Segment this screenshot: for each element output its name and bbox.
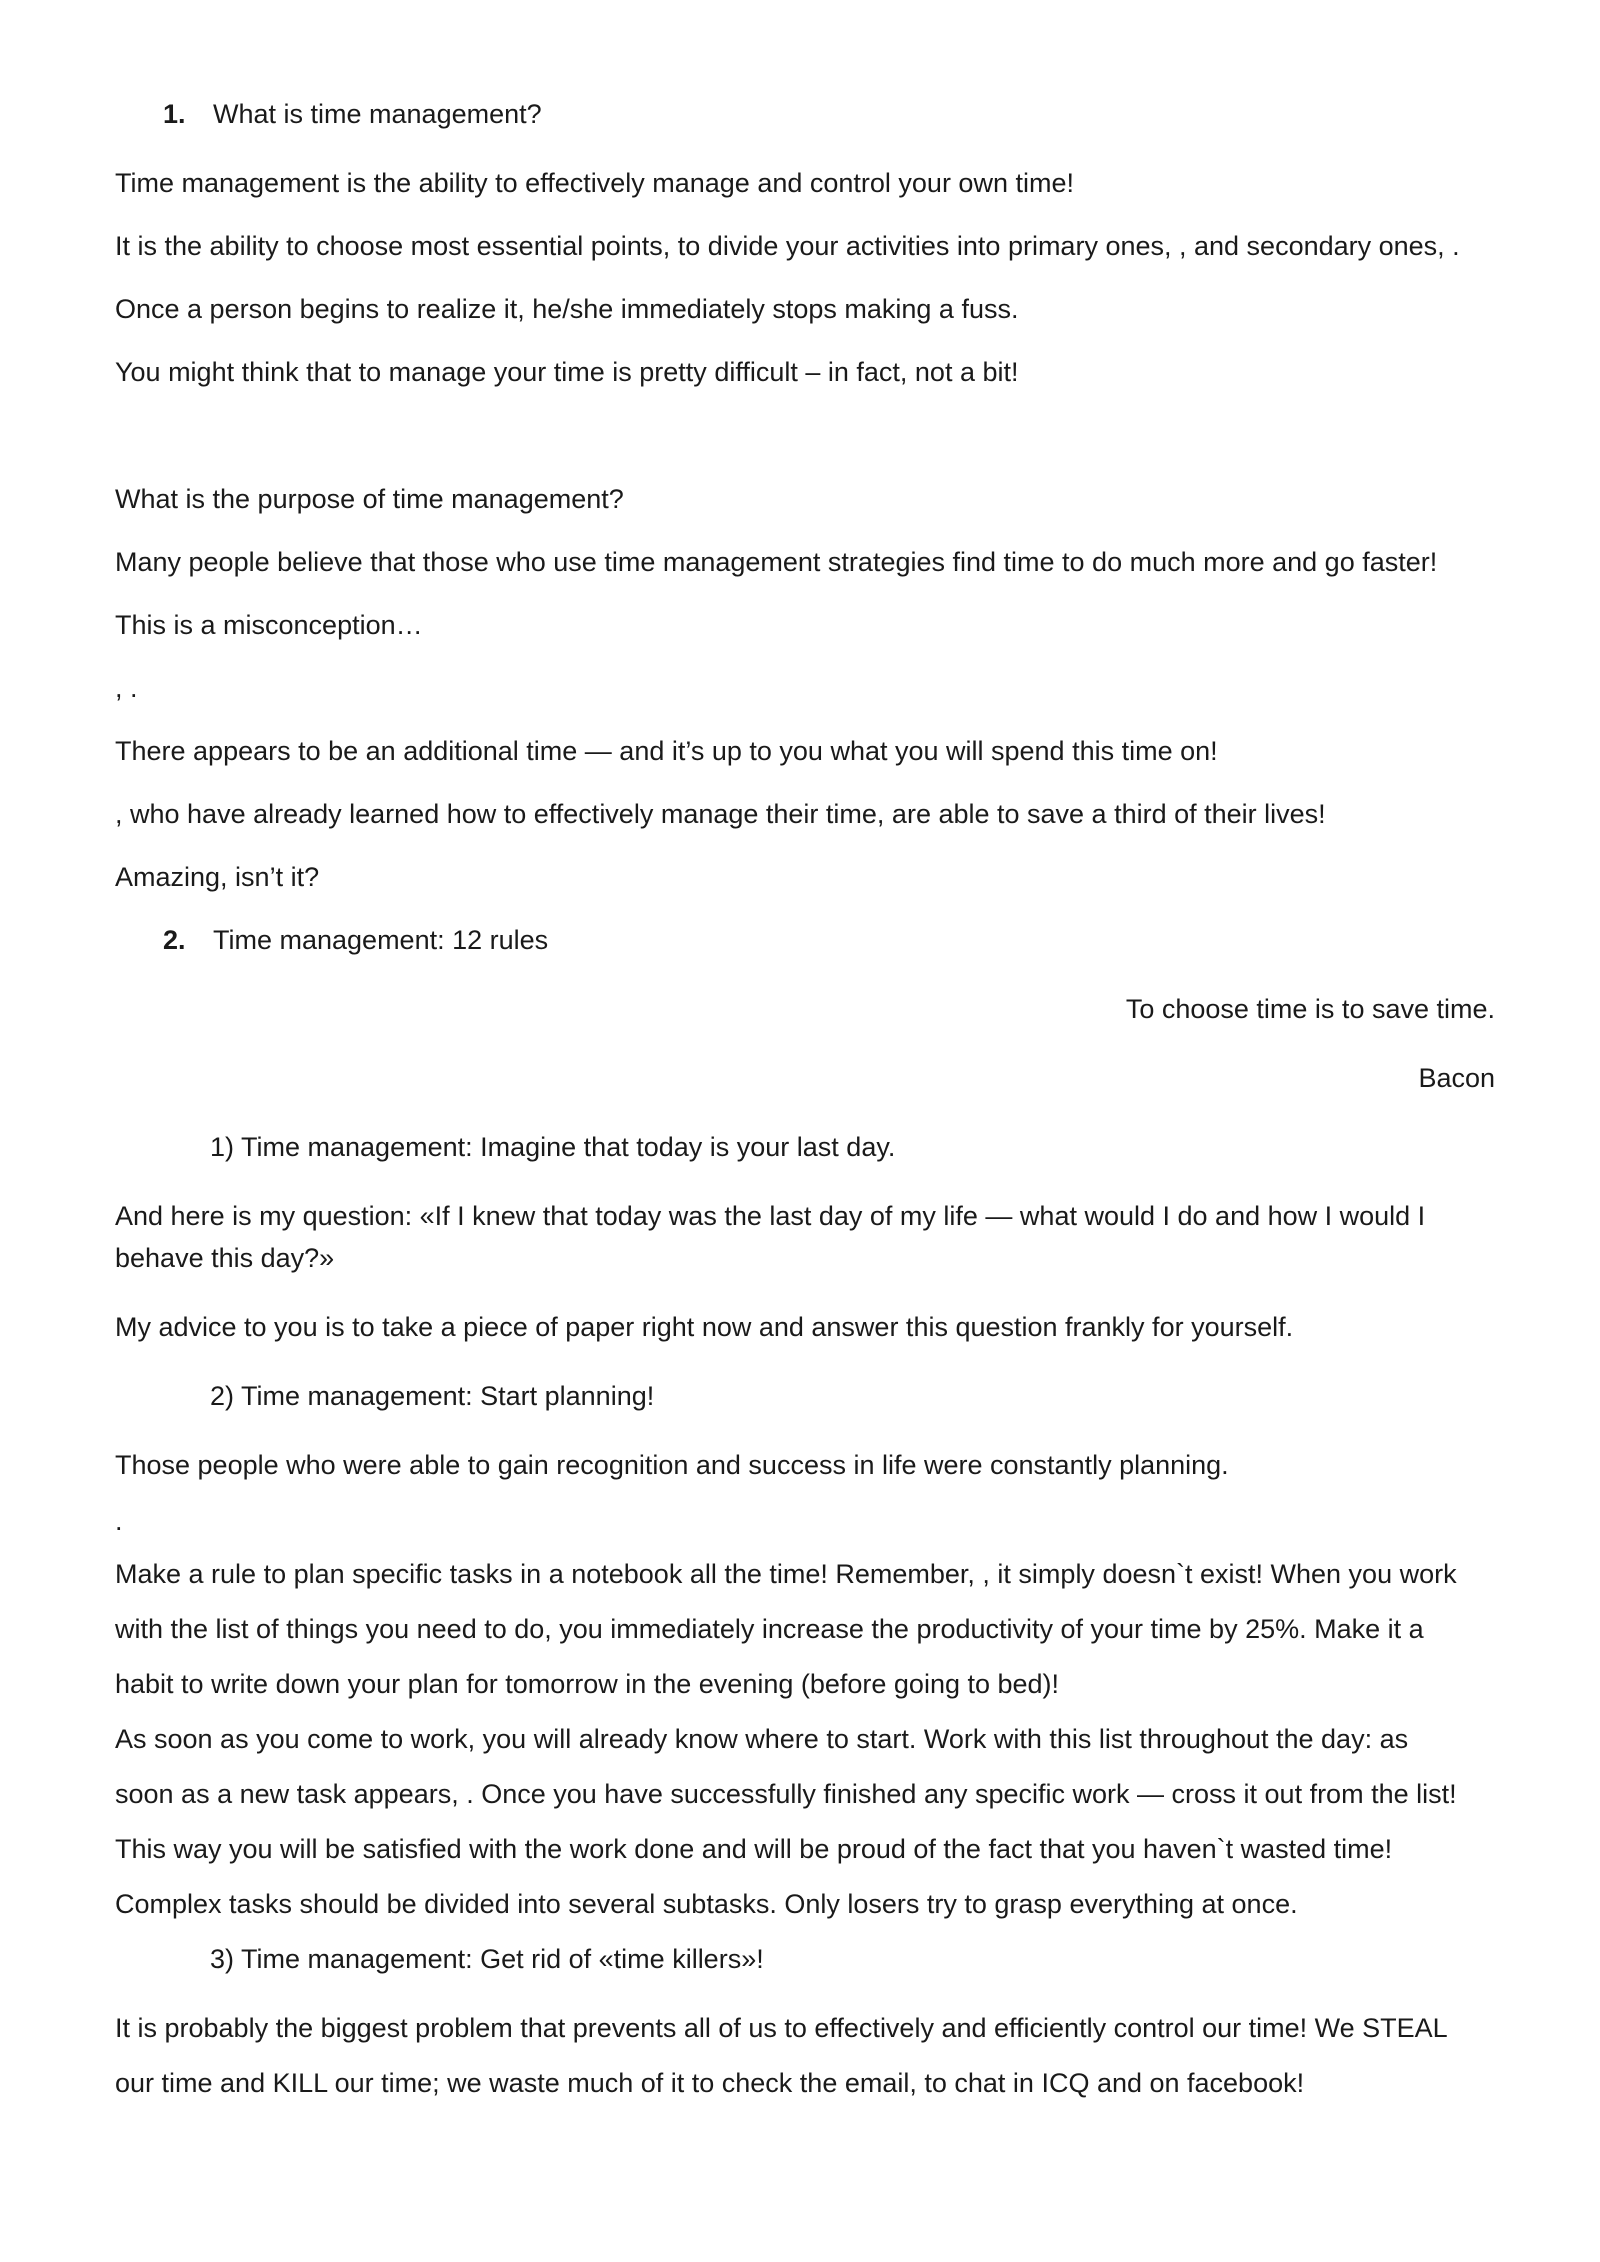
epigraph: To choose time is to save time.: [1125, 994, 1495, 1024]
paragraph: Time management is the ability to effectively manage and control your own time!: [115, 168, 1074, 198]
paragraph: There appears to be an additional time — and it’s up to you what you will spend this time on!: [115, 736, 1218, 766]
section-heading-2: [163, 919, 548, 961]
paragraph: Those people who were able to gain recognition and success in life were constantly planning.: [115, 1450, 1229, 1480]
paragraph-line: Make a rule to plan specific tasks in a notebook all the time! Remember, , it simply doesn`t exist! When you work: [115, 1559, 1457, 1589]
section-number: 2.: [163, 925, 186, 955]
paragraph: Once a person begins to realize it, he/she immediately stops making a fuss.: [115, 294, 1019, 324]
paragraph-line: habit to write down your plan for tomorrow in the evening (before going to bed)!: [115, 1669, 1060, 1699]
paragraph: Many people believe that those who use time management strategies find time to do much more and go faster!: [115, 547, 1438, 577]
paragraph-line: It is probably the biggest problem that prevents all of us to effectively and efficiently control our time! We STEAL: [115, 2013, 1448, 2043]
paragraph: , who have already learned how to effectively manage their time, are able to save a third of their lives!: [115, 799, 1326, 829]
rule-title-1: 1) Time management: Imagine that today is your last day.: [210, 1132, 896, 1162]
paragraph: This is a misconception…: [115, 610, 423, 640]
paragraph: .: [115, 1506, 123, 1536]
paragraph-line: soon as a new task appears, . Once you have successfully finished any specific work — cross it out from the list!: [115, 1779, 1457, 1809]
paragraph-line: our time and KILL our time; we waste much of it to check the email, to chat in ICQ and on facebook!: [115, 2068, 1305, 2098]
paragraph-line: with the list of things you need to do, you immediately increase the productivity of your time by 25%. Make it a: [115, 1614, 1424, 1644]
rule-title-3: 3) Time management: Get rid of «time killers»!: [210, 1944, 764, 1974]
paragraph-line: This way you will be satisfied with the work done and will be proud of the fact that you haven`t wasted time!: [115, 1834, 1393, 1864]
paragraph: You might think that to manage your time is pretty difficult – in fact, not a bit!: [115, 357, 1019, 387]
paragraph: , .: [115, 673, 138, 703]
section-title: What is time management?: [213, 99, 542, 129]
paragraph: My advice to you is to take a piece of paper right now and answer this question frankly for yourself.: [115, 1312, 1294, 1342]
subheading: What is the purpose of time management?: [115, 484, 624, 514]
paragraph-line: As soon as you come to work, you will already know where to start. Work with this list throughout the day: as: [115, 1724, 1409, 1754]
section-heading-1: [163, 93, 542, 135]
paragraph: It is the ability to choose most essential points, to divide your activities into primary ones, , and secondary ones, .: [115, 231, 1460, 261]
epigraph-author: Bacon: [1418, 1063, 1495, 1093]
rule-title-2: 2) Time management: Start planning!: [210, 1381, 655, 1411]
section-number: 1.: [163, 99, 186, 129]
paragraph-line: Complex tasks should be divided into several subtasks. Only losers try to grasp everything at once.: [115, 1889, 1298, 1919]
section-title: Time management: 12 rules: [213, 925, 549, 955]
paragraph: Amazing, isn’t it?: [115, 862, 320, 892]
paragraph: And here is my question: «If I knew that today was the last day of my life — what would I do and how I would I behave this day?»: [115, 1201, 1426, 1273]
